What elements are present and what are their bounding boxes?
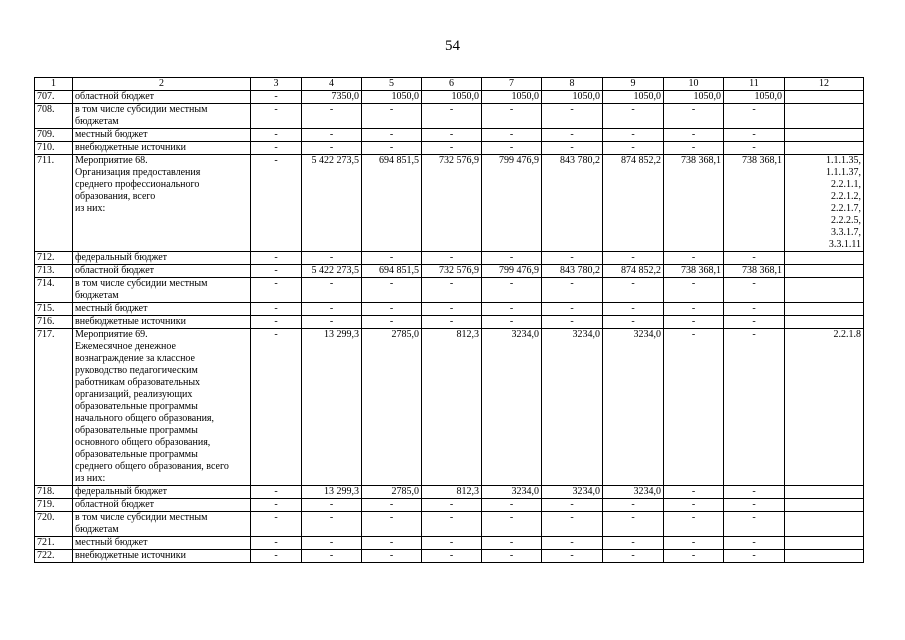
column-header-4: 4 bbox=[302, 78, 362, 91]
cell-col-11: - bbox=[724, 303, 785, 316]
row-name: федеральный бюджет bbox=[73, 486, 251, 499]
cell-col-9: 3234,0 bbox=[603, 486, 664, 499]
row-name: областной бюджет bbox=[73, 265, 251, 278]
cell-col-4: - bbox=[302, 142, 362, 155]
column-header-6: 6 bbox=[422, 78, 482, 91]
cell-col-8: - bbox=[542, 499, 603, 512]
cell-col-4: - bbox=[302, 278, 362, 303]
cell-col-11: - bbox=[724, 499, 785, 512]
cell-col-9: - bbox=[603, 512, 664, 537]
table-row bbox=[35, 486, 864, 499]
cell-col-12 bbox=[785, 303, 864, 316]
row-name: в том числе субсидии местным бюджетам bbox=[73, 512, 251, 537]
cell-col-6: - bbox=[422, 252, 482, 265]
cell-col-7: 799 476,9 bbox=[482, 265, 542, 278]
row-number: 722. bbox=[35, 550, 73, 563]
cell-col-6: - bbox=[422, 129, 482, 142]
cell-col-10: - bbox=[664, 537, 724, 550]
row-number: 716. bbox=[35, 316, 73, 329]
cell-col-11: - bbox=[724, 278, 785, 303]
cell-col-6: - bbox=[422, 512, 482, 537]
cell-col-3: - bbox=[251, 252, 302, 265]
cell-col-8: - bbox=[542, 142, 603, 155]
cell-col-7: - bbox=[482, 252, 542, 265]
cell-col-4: 5 422 273,5 bbox=[302, 155, 362, 252]
cell-col-10: - bbox=[664, 512, 724, 537]
column-header-3: 3 bbox=[251, 78, 302, 91]
cell-col-8: 3234,0 bbox=[542, 329, 603, 486]
cell-col-9: - bbox=[603, 550, 664, 563]
cell-col-10: - bbox=[664, 278, 724, 303]
column-header-2: 2 bbox=[73, 78, 251, 91]
cell-col-6: 812,3 bbox=[422, 486, 482, 499]
cell-col-4: - bbox=[302, 104, 362, 129]
table-row bbox=[35, 316, 864, 329]
cell-col-12 bbox=[785, 499, 864, 512]
cell-col-4: - bbox=[302, 512, 362, 537]
cell-col-8: 843 780,2 bbox=[542, 265, 603, 278]
cell-col-11: - bbox=[724, 316, 785, 329]
cell-col-5: 1050,0 bbox=[362, 91, 422, 104]
cell-col-8: - bbox=[542, 303, 603, 316]
cell-col-11: - bbox=[724, 129, 785, 142]
cell-col-6: - bbox=[422, 550, 482, 563]
cell-col-11: - bbox=[724, 252, 785, 265]
cell-col-7: - bbox=[482, 550, 542, 563]
cell-col-11: 738 368,1 bbox=[724, 155, 785, 252]
cell-col-5: 694 851,5 bbox=[362, 155, 422, 252]
cell-col-11: 738 368,1 bbox=[724, 265, 785, 278]
cell-col-5: - bbox=[362, 142, 422, 155]
cell-col-12 bbox=[785, 316, 864, 329]
row-name: областной бюджет bbox=[73, 91, 251, 104]
cell-col-10: - bbox=[664, 486, 724, 499]
cell-col-12: 1.1.1.35, 1.1.1.37, 2.2.1.1, 2.2.1.2, 2.2.1.7, 2.2.2.5, 3.3.1.7, 3.3.1.11 bbox=[785, 155, 864, 252]
cell-col-10: - bbox=[664, 129, 724, 142]
row-number: 721. bbox=[35, 537, 73, 550]
cell-col-7: - bbox=[482, 278, 542, 303]
cell-col-3: - bbox=[251, 142, 302, 155]
cell-col-12 bbox=[785, 142, 864, 155]
cell-col-11: - bbox=[724, 550, 785, 563]
cell-col-3: - bbox=[251, 512, 302, 537]
cell-col-5: 694 851,5 bbox=[362, 265, 422, 278]
table-row bbox=[35, 278, 864, 303]
cell-col-12: 2.2.1.8 bbox=[785, 329, 864, 486]
table-row bbox=[35, 104, 864, 129]
cell-col-8: - bbox=[542, 550, 603, 563]
cell-col-10: - bbox=[664, 142, 724, 155]
table-row bbox=[35, 129, 864, 142]
table-row bbox=[35, 252, 864, 265]
row-number: 714. bbox=[35, 278, 73, 303]
table-row bbox=[35, 265, 864, 278]
row-number: 717. bbox=[35, 329, 73, 486]
cell-col-12 bbox=[785, 104, 864, 129]
row-name: областной бюджет bbox=[73, 499, 251, 512]
cell-col-10: 738 368,1 bbox=[664, 265, 724, 278]
column-header-9: 9 bbox=[603, 78, 664, 91]
row-name: местный бюджет bbox=[73, 537, 251, 550]
cell-col-10: 738 368,1 bbox=[664, 155, 724, 252]
cell-col-8: 1050,0 bbox=[542, 91, 603, 104]
cell-col-3: - bbox=[251, 278, 302, 303]
cell-col-9: - bbox=[603, 316, 664, 329]
cell-col-7: 3234,0 bbox=[482, 329, 542, 486]
row-name: в том числе субсидии местным бюджетам bbox=[73, 104, 251, 129]
row-number: 715. bbox=[35, 303, 73, 316]
cell-col-3: - bbox=[251, 155, 302, 252]
cell-col-10: - bbox=[664, 104, 724, 129]
cell-col-3: - bbox=[251, 303, 302, 316]
cell-col-7: - bbox=[482, 512, 542, 537]
table-row bbox=[35, 142, 864, 155]
cell-col-12 bbox=[785, 278, 864, 303]
cell-col-7: - bbox=[482, 499, 542, 512]
row-number: 711. bbox=[35, 155, 73, 252]
cell-col-10: - bbox=[664, 499, 724, 512]
header-row bbox=[35, 78, 864, 91]
cell-col-5: 2785,0 bbox=[362, 329, 422, 486]
table-row bbox=[35, 550, 864, 563]
cell-col-4: - bbox=[302, 303, 362, 316]
cell-col-3: - bbox=[251, 550, 302, 563]
cell-col-10: - bbox=[664, 316, 724, 329]
cell-col-6: - bbox=[422, 537, 482, 550]
column-header-10: 10 bbox=[664, 78, 724, 91]
column-header-7: 7 bbox=[482, 78, 542, 91]
cell-col-3: - bbox=[251, 316, 302, 329]
row-name: местный бюджет bbox=[73, 303, 251, 316]
table-row bbox=[35, 512, 864, 537]
cell-col-9: 1050,0 bbox=[603, 91, 664, 104]
column-header-5: 5 bbox=[362, 78, 422, 91]
cell-col-9: 3234,0 bbox=[603, 329, 664, 486]
cell-col-11: - bbox=[724, 104, 785, 129]
row-number: 708. bbox=[35, 104, 73, 129]
cell-col-12 bbox=[785, 265, 864, 278]
cell-col-6: 1050,0 bbox=[422, 91, 482, 104]
row-name: федеральный бюджет bbox=[73, 252, 251, 265]
table-row bbox=[35, 155, 864, 252]
row-number: 709. bbox=[35, 129, 73, 142]
cell-col-7: 1050,0 bbox=[482, 91, 542, 104]
row-number: 713. bbox=[35, 265, 73, 278]
cell-col-9: - bbox=[603, 278, 664, 303]
row-number: 710. bbox=[35, 142, 73, 155]
cell-col-4: - bbox=[302, 316, 362, 329]
cell-col-7: - bbox=[482, 142, 542, 155]
cell-col-6: - bbox=[422, 142, 482, 155]
row-name: Мероприятие 68. Организация предоставления среднего профессионального образования, всего из них: bbox=[73, 155, 251, 252]
cell-col-12 bbox=[785, 537, 864, 550]
budget-table bbox=[34, 77, 864, 563]
cell-col-9: - bbox=[603, 142, 664, 155]
cell-col-12 bbox=[785, 252, 864, 265]
row-name: внебюджетные источники bbox=[73, 142, 251, 155]
cell-col-8: - bbox=[542, 252, 603, 265]
row-name: внебюджетные источники bbox=[73, 316, 251, 329]
table-row bbox=[35, 537, 864, 550]
cell-col-3: - bbox=[251, 104, 302, 129]
cell-col-7: - bbox=[482, 129, 542, 142]
cell-col-4: - bbox=[302, 537, 362, 550]
cell-col-4: 13 299,3 bbox=[302, 486, 362, 499]
column-header-12: 12 bbox=[785, 78, 864, 91]
cell-col-12 bbox=[785, 550, 864, 563]
cell-col-5: - bbox=[362, 499, 422, 512]
cell-col-10: 1050,0 bbox=[664, 91, 724, 104]
cell-col-11: - bbox=[724, 142, 785, 155]
row-number: 719. bbox=[35, 499, 73, 512]
column-header-1: 1 bbox=[35, 78, 73, 91]
cell-col-7: - bbox=[482, 537, 542, 550]
cell-col-8: - bbox=[542, 278, 603, 303]
cell-col-8: - bbox=[542, 104, 603, 129]
cell-col-5: - bbox=[362, 252, 422, 265]
cell-col-11: - bbox=[724, 537, 785, 550]
row-number: 707. bbox=[35, 91, 73, 104]
row-name: Мероприятие 69. Ежемесячное денежное вознаграждение за классное руководство педагогическим работникам образовательных организаций, реализующих образовательные программы начального общего образования, образовательные программы основного общего образования, образовательные программы среднего общего образования, всего из них: bbox=[73, 329, 251, 486]
column-header-11: 11 bbox=[724, 78, 785, 91]
cell-col-11: - bbox=[724, 512, 785, 537]
cell-col-8: - bbox=[542, 129, 603, 142]
row-name: местный бюджет bbox=[73, 129, 251, 142]
cell-col-9: 874 852,2 bbox=[603, 155, 664, 252]
cell-col-6: 732 576,9 bbox=[422, 155, 482, 252]
cell-col-4: - bbox=[302, 499, 362, 512]
cell-col-9: - bbox=[603, 104, 664, 129]
cell-col-5: - bbox=[362, 278, 422, 303]
cell-col-12 bbox=[785, 512, 864, 537]
cell-col-7: - bbox=[482, 316, 542, 329]
cell-col-4: - bbox=[302, 129, 362, 142]
cell-col-8: - bbox=[542, 537, 603, 550]
cell-col-12 bbox=[785, 129, 864, 142]
cell-col-11: - bbox=[724, 329, 785, 486]
cell-col-7: - bbox=[482, 303, 542, 316]
cell-col-11: - bbox=[724, 486, 785, 499]
table-row bbox=[35, 329, 864, 486]
cell-col-5: - bbox=[362, 129, 422, 142]
cell-col-3: - bbox=[251, 129, 302, 142]
cell-col-7: - bbox=[482, 104, 542, 129]
cell-col-5: - bbox=[362, 303, 422, 316]
cell-col-10: - bbox=[664, 303, 724, 316]
row-number: 718. bbox=[35, 486, 73, 499]
row-number: 712. bbox=[35, 252, 73, 265]
cell-col-4: - bbox=[302, 550, 362, 563]
row-name: внебюджетные источники bbox=[73, 550, 251, 563]
cell-col-3: - bbox=[251, 265, 302, 278]
cell-col-9: - bbox=[603, 537, 664, 550]
cell-col-12 bbox=[785, 91, 864, 104]
cell-col-5: - bbox=[362, 537, 422, 550]
cell-col-4: 7350,0 bbox=[302, 91, 362, 104]
cell-col-5: 2785,0 bbox=[362, 486, 422, 499]
cell-col-12 bbox=[785, 486, 864, 499]
cell-col-7: 3234,0 bbox=[482, 486, 542, 499]
cell-col-6: - bbox=[422, 303, 482, 316]
column-header-8: 8 bbox=[542, 78, 603, 91]
cell-col-6: - bbox=[422, 104, 482, 129]
cell-col-5: - bbox=[362, 104, 422, 129]
cell-col-6: - bbox=[422, 316, 482, 329]
table-row bbox=[35, 91, 864, 104]
cell-col-10: - bbox=[664, 329, 724, 486]
cell-col-9: - bbox=[603, 252, 664, 265]
cell-col-3: - bbox=[251, 91, 302, 104]
cell-col-3: - bbox=[251, 499, 302, 512]
cell-col-8: - bbox=[542, 512, 603, 537]
page-number: 54 bbox=[445, 38, 460, 54]
cell-col-6: - bbox=[422, 278, 482, 303]
table-row bbox=[35, 303, 864, 316]
cell-col-5: - bbox=[362, 512, 422, 537]
cell-col-8: 843 780,2 bbox=[542, 155, 603, 252]
cell-col-9: 874 852,2 bbox=[603, 265, 664, 278]
table-row bbox=[35, 499, 864, 512]
cell-col-6: - bbox=[422, 499, 482, 512]
cell-col-9: - bbox=[603, 303, 664, 316]
cell-col-5: - bbox=[362, 316, 422, 329]
row-number: 720. bbox=[35, 512, 73, 537]
cell-col-5: - bbox=[362, 550, 422, 563]
cell-col-3: - bbox=[251, 329, 302, 486]
cell-col-8: 3234,0 bbox=[542, 486, 603, 499]
cell-col-4: - bbox=[302, 252, 362, 265]
cell-col-8: - bbox=[542, 316, 603, 329]
cell-col-9: - bbox=[603, 499, 664, 512]
cell-col-10: - bbox=[664, 550, 724, 563]
cell-col-6: 812,3 bbox=[422, 329, 482, 486]
cell-col-9: - bbox=[603, 129, 664, 142]
cell-col-3: - bbox=[251, 486, 302, 499]
cell-col-11: 1050,0 bbox=[724, 91, 785, 104]
cell-col-3: - bbox=[251, 537, 302, 550]
cell-col-6: 732 576,9 bbox=[422, 265, 482, 278]
row-name: в том числе субсидии местным бюджетам bbox=[73, 278, 251, 303]
cell-col-7: 799 476,9 bbox=[482, 155, 542, 252]
cell-col-4: 13 299,3 bbox=[302, 329, 362, 486]
cell-col-10: - bbox=[664, 252, 724, 265]
cell-col-4: 5 422 273,5 bbox=[302, 265, 362, 278]
